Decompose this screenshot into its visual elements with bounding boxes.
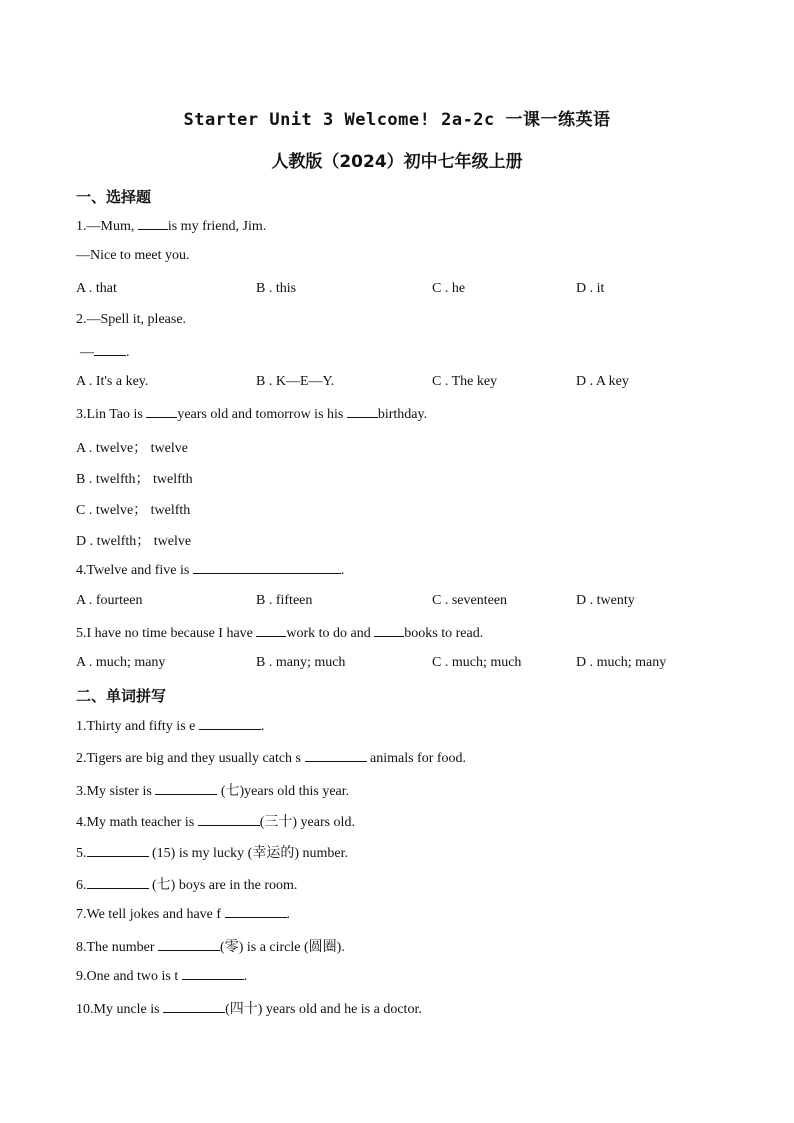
question-3-option-c: C . twelve； twelfth <box>76 503 191 518</box>
spelling-item-text-b: . <box>286 907 291 922</box>
spelling-item-text-b: (七)years old this year. <box>217 784 350 799</box>
question-5-text-a: 5.I have no time because I have <box>76 626 257 641</box>
answer-blank <box>87 876 149 889</box>
answer-blank <box>374 624 404 637</box>
spelling-item-text-b: (七) boys are in the room. <box>148 878 298 893</box>
spelling-item-text-a: 10.My uncle is <box>76 1002 164 1017</box>
question-2-reply-suffix: . <box>126 345 130 360</box>
question-5-text-c: books to read. <box>404 626 484 641</box>
question-2-reply-prefix: — <box>80 345 94 360</box>
spelling-item-text-a: 7.We tell jokes and have f <box>76 907 225 922</box>
question-5-option-d: D . much; many <box>576 655 667 670</box>
answer-blank <box>182 967 244 980</box>
question-2-option-b: B . K—E—Y. <box>256 374 335 389</box>
question-1-option-b: B . this <box>256 281 297 296</box>
answer-blank <box>199 717 261 730</box>
question-5-text-b: work to do and <box>286 626 375 641</box>
question-4-stem <box>76 561 344 579</box>
question-2-stem: 2.—Spell it, please. <box>76 312 187 327</box>
spelling-item-7 <box>76 905 290 923</box>
question-3-stem <box>76 405 427 423</box>
question-5-option-a: A . much; many <box>76 655 166 670</box>
question-1-text-b: is my friend, Jim. <box>167 219 267 234</box>
worksheet-title-line2: 人教版（2024）初中七年级上册 <box>271 152 523 172</box>
question-4-text-b: . <box>340 563 345 578</box>
spelling-item-4 <box>76 811 355 831</box>
spelling-item-1 <box>76 717 264 735</box>
spelling-item-text-a: 9.One and two is t <box>76 969 182 984</box>
question-3-option-b: B . twelfth； twelfth <box>76 472 193 487</box>
answer-blank <box>225 905 287 918</box>
answer-blank <box>256 624 286 637</box>
spelling-item-text-b: animals for food. <box>366 751 467 766</box>
question-3-option-a: A . twelve； twelve <box>76 441 188 456</box>
answer-blank <box>158 938 220 951</box>
spelling-item-5 <box>76 842 348 862</box>
answer-blank <box>193 561 341 574</box>
spelling-item-text-b: (四十) years old and he is a doctor. <box>225 1002 422 1017</box>
question-2-option-d: D . A key <box>576 374 629 389</box>
question-3-text-a: 3.Lin Tao is <box>76 407 147 422</box>
spelling-item-8 <box>76 936 345 956</box>
question-3-text-c: birthday. <box>377 407 428 422</box>
question-1-option-d: D . it <box>576 281 605 296</box>
answer-blank <box>146 405 177 418</box>
answer-blank <box>347 405 378 418</box>
answer-blank <box>87 844 149 857</box>
spelling-item-9 <box>76 967 247 985</box>
answer-blank <box>155 782 217 795</box>
spelling-item-text-b: . <box>260 719 265 734</box>
spelling-item-text-b: (15) is my lucky (幸运的) number. <box>148 846 348 861</box>
question-2-reply <box>80 343 130 361</box>
question-1-reply: —Nice to meet you. <box>76 248 190 263</box>
question-3-option-d: D . twelfth； twelve <box>76 534 192 549</box>
question-1-stem <box>76 217 266 235</box>
spelling-item-6 <box>76 874 297 894</box>
question-4-option-d: D . twenty <box>576 593 635 608</box>
answer-blank <box>305 749 367 762</box>
answer-blank <box>94 343 126 356</box>
question-4-option-b: B . fifteen <box>256 593 313 608</box>
question-5-stem <box>76 624 483 642</box>
spelling-item-3 <box>76 780 349 800</box>
spelling-item-text-a: 1.Thirty and fifty is e <box>76 719 199 734</box>
spelling-item-text-a: 6. <box>76 878 87 893</box>
answer-blank <box>138 217 168 230</box>
spelling-item-10 <box>76 998 422 1018</box>
question-3-text-b: years old and tomorrow is his <box>177 407 347 422</box>
question-1-text-a: 1.—Mum, <box>76 219 138 234</box>
answer-blank <box>198 813 260 826</box>
spelling-item-2 <box>76 749 466 767</box>
spelling-item-text-a: 4.My math teacher is <box>76 815 198 830</box>
spelling-item-text-a: 8.The number <box>76 940 159 955</box>
section-heading-multiple-choice: 一、选择题 <box>76 188 152 206</box>
section-heading-spelling: 二、单词拼写 <box>76 687 167 705</box>
question-1-option-a: A . that <box>76 281 117 296</box>
question-2-option-c: C . The key <box>432 374 498 389</box>
spelling-item-text-b: (零) is a circle (圆圈). <box>220 940 345 955</box>
question-4-text-a: 4.Twelve and five is <box>76 563 193 578</box>
answer-blank <box>163 1000 225 1013</box>
spelling-item-text-b: . <box>243 969 248 984</box>
question-1-option-c: C . he <box>432 281 466 296</box>
question-5-option-b: B . many; much <box>256 655 346 670</box>
question-2-option-a: A . It's a key. <box>76 374 149 389</box>
spelling-item-text-a: 5. <box>76 846 87 861</box>
question-4-option-c: C . seventeen <box>432 593 508 608</box>
spelling-item-text-b: (三十) years old. <box>259 815 355 830</box>
question-5-option-c: C . much; much <box>432 655 522 670</box>
worksheet-title-line1: Starter Unit 3 Welcome! 2a-2c 一课一练英语 <box>183 110 611 130</box>
question-4-option-a: A . fourteen <box>76 593 143 608</box>
spelling-item-text-a: 3.My sister is <box>76 784 156 799</box>
spelling-item-text-a: 2.Tigers are big and they usually catch s <box>76 751 305 766</box>
